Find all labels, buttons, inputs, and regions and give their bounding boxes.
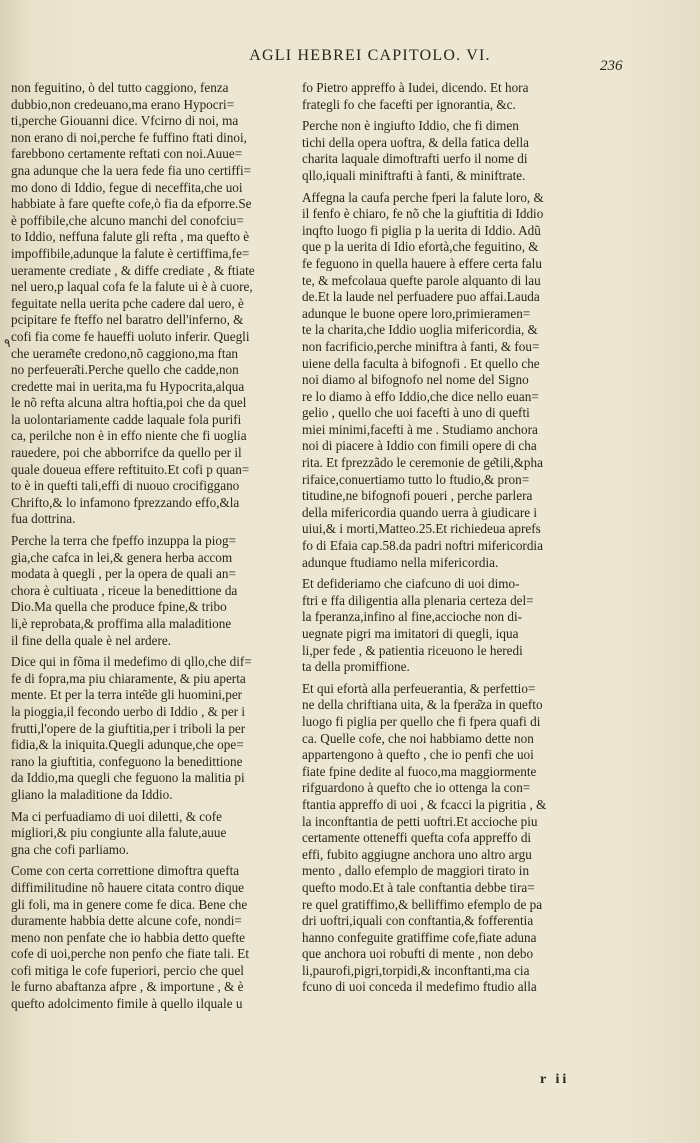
text-line: cofi fia come fe haueffi uoluto inferir. Quegli [11,328,250,344]
text-line: adunque ftudiamo nella mifericordia. [302,554,499,570]
text-line: qllo,iquali miniftrafti à fanti, & miniftrate. [302,167,526,183]
paragraph [302,80,590,113]
text-line: le furno abaftanza afpre , & importune , & è [11,979,244,995]
text-line: fo di Efaia cap.58.da padri noftri mifericordia [302,538,543,554]
text-line: Perche la terra che fpeffo inzuppa la piog= [11,533,237,549]
text-line: il fine della quale è nel ardere. [11,632,171,648]
right-column [302,80,590,1001]
text-line: pcipitare fe fteffo nel baratro dell'inferno, & [11,312,244,328]
text-line: to Iddio, neffuna falute gli refta , ma quefto è [11,229,250,245]
text-line: della mifericordia quando uerra à giudicare i [302,504,538,520]
text-line: rauedere, poi che abborrifce da quello per il [11,445,242,461]
text-line: que anchora uoi robufti di mente , non debo [302,946,534,962]
text-line: frutti,l'opere de la giuftitia,per i triboli la per [11,720,246,736]
text-line: fcuno di uoi conceda il medefimo ftudio alla [302,979,537,995]
text-line: ca. Quelle cofe, che noi habbiamo dette non [302,730,534,746]
text-line: dubbio,non credeuano,ma erano Hypocri= [11,96,235,112]
text-line: li,per fede , & patientia riceuono le heredi [302,642,523,658]
paragraph [11,533,305,649]
text-line: to è in quefti tali,effi di nuouo crocifiggano [11,478,240,494]
text-line: non facrificio,perche miniftra à fanti, & fou= [302,338,540,354]
text-line: quefto modo.Et à tale conftantia debbe tira= [302,879,535,895]
text-line: noi diamo al bifognofo nel nome del Signo [302,372,529,388]
text-line: non erano di noi,perche fe fuffino ftati dinoi, [11,129,247,145]
text-line: uiene della faculta à bifognofi . Et quello che [302,355,540,371]
text-line: la fperanza,infino al fine,accioche non di- [302,609,523,625]
text-line: cofe di uoi,perche non penfo che fiate tali. Et [11,946,250,962]
text-line: farebbono certamente reftati con noi.Auue= [11,146,243,162]
text-line: rita. Et fprezzãdo le ceremonie de ge͂tili,&pha [302,455,543,471]
text-line: effi, fubito aggiugne anchora uno altro argu [302,846,532,862]
text-line: diffimilitudine nõ hauere citata contro dique [11,879,245,895]
text-line: Ma ci perfuadiamo di uoi diletti, & cofe [11,808,222,824]
text-line: fiate fpine dedite al fuoco,ma maggiormente [302,763,537,779]
text-line: chora è cultiuata , riceue la benedittione da [11,582,238,598]
text-line: no perfeuera͂ti.Perche quello che cadde,non [11,362,239,378]
text-line: charita laquale dimoftrafti uerfo il nome di [302,151,528,167]
text-line: duramente habbia dette alcune cofe, nondi= [11,913,242,929]
text-line: il fenfo è chiaro, fe nõ che la giuftitia di Iddio [302,206,544,222]
text-line: uiui,& i morti,Matteo.25.Et richiedeua aprefs [302,521,541,537]
text-line: dri uoftri,iquali con conftantia,& fofferentia [302,913,534,929]
text-line: ftri e ffa diligentia alla plenaria certeza del= [302,592,534,608]
paragraph [11,654,305,803]
text-line: Et defideriamo che ciafcuno di uoi dimo- [302,576,520,592]
text-line: rifguardono à quefto che io ottenga la con= [302,780,531,796]
text-line: quale doueua effere reftituito.Et cofi p quan= [11,461,250,477]
text-line: gia,che cafca in lei,& genera herba accom [11,549,233,565]
text-line: mo dono di Iddio, fegue di neceffita,che uoi [11,179,243,195]
text-line: Dio.Ma quella che produce fpine,& tribo [11,599,227,615]
text-line: miei minimi,facefti à me . Studiamo anchora [302,421,538,437]
text-line: mento , dallo efemplo de maggiori tirato in [302,863,530,879]
text-line: de.Et la laude nel perfuadere puo affai.Lauda [302,289,540,305]
left-column [11,80,305,1018]
text-line: nel uero,p laqual cofa fe la falute ui è à cuore, [11,279,253,295]
text-line: ftantia appreffo di uoi , & fcacci la pigritia , & [302,796,547,812]
text-line: è poffibile,che alcuno manchi del conofciu= [11,212,244,228]
text-line: appartengono à quefto , che io penfi che uoi [302,747,534,763]
text-line: ne della chriftiana uita, & la fpera͂za in quefto [302,697,543,713]
text-line: habbiate à fare quefte cofe,ò fia da efporre.Se [11,196,252,212]
text-line: te, & mefcolaua quefte parole alquanto di lau [302,272,541,288]
signature-mark: r ii [540,1072,570,1087]
text-line: Perche non è ingiufto Iddio, che fi dimen [302,118,519,134]
text-line: che uerame͂te credono,nõ caggiono,ma ftan [11,345,239,361]
text-line: non feguitino, ò del tutto caggiono, fenza [11,80,229,95]
folio-number: 236 [600,58,623,74]
text-line: la inconftantia de petti uoftri.Et accioche piu [302,813,538,829]
text-line: la uolontariamente cadde laquale fola purifi [11,411,242,427]
text-line: li,è reprobata,& proffima alla maladitione [11,616,232,631]
paragraph [11,863,305,1012]
text-line: ca, perilche non è in effo niente che fi uoglia [11,428,247,444]
text-line: gna che cofi parliamo. [11,841,129,857]
text-line: uegnate pigri ma imitatori di quegli, iqua [302,626,519,641]
margin-mark: ٩ [4,336,11,350]
text-line: que p la uerita di Idio efortà,che feguitino, & [302,239,539,255]
text-line: Et qui efortà alla perfeuerantia, & perfettio= [302,680,536,696]
text-line: fe di fopra,ma piu chiaramente, & piu aperta [11,670,246,686]
text-line: Affegna la caufa perche fperi la falute loro, & [302,189,544,205]
text-line: da Iddio,ma quegli che feguono la malitia pi [11,770,245,786]
text-line: impoffibile,adunque la falute è certiffima,fe= [11,245,250,261]
text-line: modata à quegli , per la opera de quali an= [11,566,236,582]
text-line: la pioggia,il fecondo uerbo di Iddio , & per i [11,703,246,719]
paragraph [302,681,590,996]
paragraph [11,809,305,859]
text-line: titudine,ne bifognofi poueri , perche parlera [302,488,533,504]
text-line: cofi mitiga le cofe fuperiori, percio che quel [11,962,244,978]
paragraph [302,576,590,676]
text-line: fidia,& la iniquita.Quegli adunque,che ope= [11,737,244,753]
text-line: adunque le buone opere loro,primieramen= [302,305,531,321]
text-line: tichi della opera uoftra, & della fatica della [302,134,530,150]
text-line: noi di piacere à Iddio con fimili opere di cha [302,438,537,454]
text-line: mente. Et per la terra inte͂de gli huomini,per [11,687,243,703]
text-line: Dice qui in fõma il medefimo di qllo,che dif= [11,654,252,670]
text-line: feguitate nella uerita pche cadere dal uero, è [11,295,244,311]
text-line: credette mai in uerita,ma fu Hypocrita,alqua [11,378,245,394]
text-line: inqfto luogo fi piglia p la uerita di Iddio. Adũ [302,222,541,238]
text-line: gna adunque che la uera fede fia uno certiffi= [11,162,252,178]
running-title: AGLI HEBREI CAPITOLO. VI. [249,47,491,64]
text-line: gliano la maladitione da Iddio. [11,786,173,802]
paragraph [302,190,590,572]
text-line: fua dottrina. [11,511,76,527]
text-line: fo Pietro appreffo à Iudei, dicendo. Et hora [302,80,529,95]
text-line: re lo diamo à effo Iddio,che dice nello euan= [302,388,539,404]
text-line: li,paurofi,pigri,torpidi,& inconftanti,ma cia [302,962,530,978]
text-line: rifaice,conuertiamo tutto lo ftudio,& pron= [302,471,530,487]
text-line: certamente otteneffi quefta cofa appreffo di [302,830,532,846]
paragraph [302,118,590,184]
text-line: gelio , quello che uoi facefti à uno di quefti [302,405,530,421]
text-line: migliori,& piu congiunte alla falute,auue [11,825,227,841]
text-line: frategli fo che facefti per ignorantia, &c. [302,96,516,112]
text-line: ueramente crediate , & diffe crediate , & ftiate [11,262,255,278]
text-line: ti,perche Giouanni dice. Vfcirno di noi, ma [11,113,239,129]
text-line: ta della promiffione. [302,659,410,675]
text-line: te la charita,che Iddio uoglia mifericordia, & [302,322,538,338]
text-line: Chrifto,& lo infamono fprezzando effo,&la [11,494,240,510]
text-line: quefto adolcimento fimile à quello ilquale u [11,996,243,1012]
text-line: gli foli, ma in genere come fe dica. Bene che [11,896,248,912]
paragraph [11,80,305,528]
text-line: Come con certa correttione dimoftra quefta [11,863,240,879]
text-line: luogo fi piglia per quello che fi fpera quafi di [302,713,541,729]
text-line: fe feguono in quella hauere à effere certa falu [302,255,542,271]
text-line: le nõ refta alcuna altra hoftia,poi che da quel [11,395,247,411]
text-line: meno non penfate che io habbia detto quefte [11,929,245,945]
text-line: hanno confeguite gratiffime cofe,fiate aduna [302,929,537,945]
text-line: re quel gratiffimo,& belliffimo efemplo de pa [302,896,543,912]
text-line: rano la giuftitia, confeguono la benedittione [11,753,243,769]
